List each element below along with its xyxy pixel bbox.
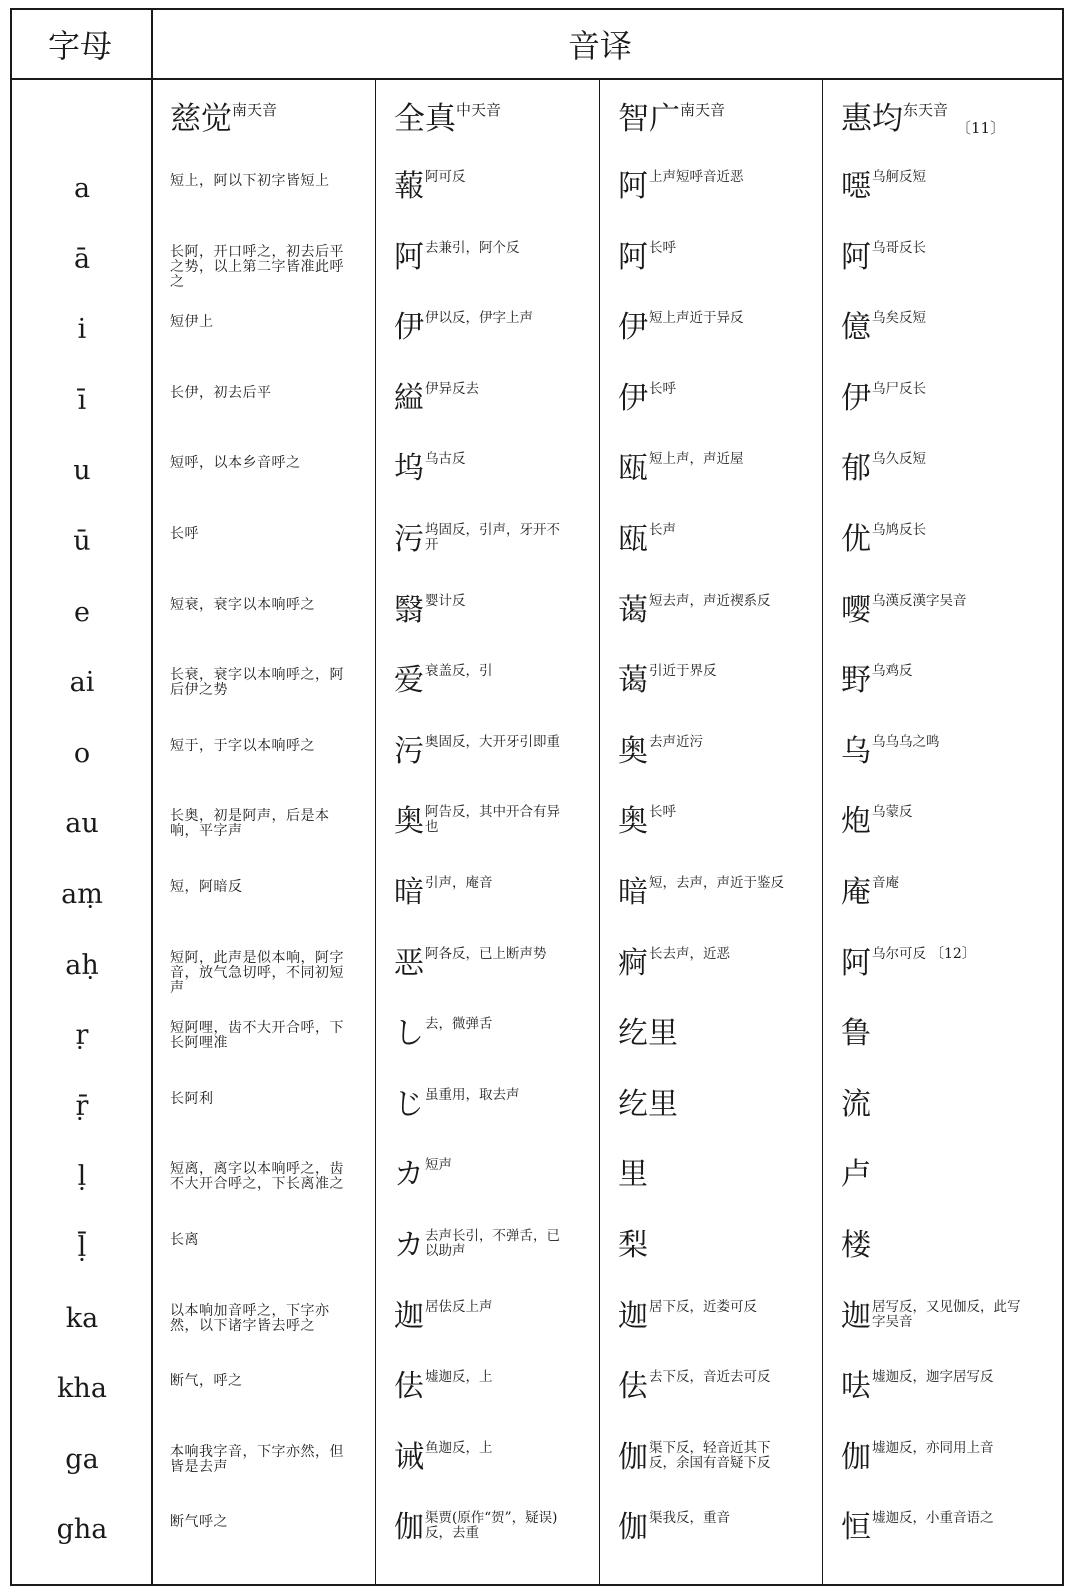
sanskrit-letter: aḥ	[65, 949, 99, 981]
translator-sup: 南天音	[232, 101, 278, 119]
translator-head	[170, 102, 277, 136]
translator-note: 短离，离字以本响呼之，齿不大开合呼之，下长离准之	[170, 1161, 344, 1193]
sanskrit-letter: u	[73, 455, 91, 487]
transliteration-char: 郁	[841, 451, 871, 487]
transliteration-char: カ	[394, 1228, 424, 1263]
transliteration-cell	[618, 241, 818, 275]
transliteration-char: 奥	[618, 804, 648, 840]
transliteration-cell	[841, 241, 1041, 275]
transliteration-gloss: 引近于界反	[649, 663, 717, 680]
transliteration-char: 縊	[394, 380, 424, 416]
transliteration-char: 迦	[841, 1298, 871, 1334]
transliteration-char: 暗	[618, 875, 648, 910]
table-frame	[10, 8, 1064, 1586]
transliteration-cell	[394, 594, 594, 628]
transliteration-gloss: 伊以反，伊字上声	[425, 310, 533, 327]
transliteration-cell	[394, 241, 594, 275]
transliteration-gloss: 阿各反，已上断声势	[425, 945, 547, 962]
transliteration-cell	[841, 1229, 1041, 1263]
transliteration-gloss: 去，微弹舌	[425, 1016, 493, 1033]
transliteration-cell	[394, 382, 594, 416]
transliteration-gloss: 上声短呼音近恶	[649, 169, 744, 185]
transliteration-char: じ	[394, 1086, 424, 1122]
transliteration-cell	[618, 523, 818, 557]
transliteration-gloss: 乌蒙反	[872, 804, 913, 821]
transliteration-gloss: 去声长引，不弹舌，已以助声	[425, 1228, 560, 1259]
transliteration-cell	[394, 664, 594, 698]
transliteration-gloss: 阿告反，其中开合有异也	[425, 804, 560, 836]
translator-note: 短上，阿以下初字皆短上	[170, 173, 330, 189]
transliteration-cell	[841, 947, 1041, 981]
transliteration-gloss: 奥固反，大开牙引即重	[425, 733, 560, 750]
transliteration-cell	[841, 1300, 1041, 1334]
transliteration-gloss: 渠我反，重音	[649, 1510, 730, 1527]
transliteration-char: 鲁	[841, 1016, 871, 1052]
transliteration-char: 乌	[841, 733, 871, 769]
transliteration-cell	[394, 311, 594, 345]
transliteration-gloss: 长呼	[649, 804, 676, 821]
transliteration-cell	[841, 1511, 1041, 1545]
transliteration-cell	[841, 1370, 1041, 1404]
translator-note: 长阿，开口呼之，初去后平之势，以上第二字皆准此呼之	[170, 243, 344, 290]
translator-note: 短于，于字以本响呼之	[170, 737, 315, 754]
transliteration-gloss: 短上声近于异反	[649, 310, 744, 327]
transliteration-cell	[841, 735, 1041, 769]
transliteration-char: 梨	[618, 1228, 648, 1263]
transliteration-gloss: 阿可反	[425, 169, 466, 185]
transliteration-char: 流	[841, 1086, 871, 1122]
transliteration-cell	[618, 1441, 818, 1475]
footnote-ref: 〔12〕	[930, 945, 976, 962]
transliteration-gloss: 乌舸反短	[872, 169, 926, 185]
transliteration-gloss: 乌尸反长	[872, 380, 926, 397]
sanskrit-letter: ṛ	[75, 1020, 89, 1052]
transliteration-cell	[394, 1017, 594, 1051]
transliteration-gloss: 音庵	[872, 875, 899, 891]
header-transliteration: 音译	[568, 27, 633, 65]
translator-head	[394, 102, 501, 136]
transliteration-char: 伊	[841, 380, 871, 416]
transliteration-char: 卢	[841, 1157, 871, 1193]
transliteration-gloss: 去声近污	[649, 733, 703, 750]
sanskrit-letter: a	[73, 173, 91, 204]
transliteration-char: 伊	[618, 310, 648, 346]
translator-note: 短阿，此声是似本响，阿字音，放气急切呼，不同初短声	[170, 949, 344, 996]
transliteration-char: カ	[394, 1157, 424, 1193]
transliteration-gloss: 渠下反，轻音近其下反，余国有音疑下反	[649, 1439, 771, 1471]
transliteration-cell	[841, 876, 1041, 910]
transliteration-char: 野	[841, 663, 871, 699]
sanskrit-letter: ī	[77, 384, 87, 416]
translator-note: 长呼	[170, 526, 199, 542]
transliteration-char: 纥里	[618, 1016, 678, 1052]
column-divider	[599, 78, 600, 1586]
transliteration-cell	[618, 1229, 818, 1263]
transliteration-char: 炮	[841, 804, 871, 840]
transliteration-cell	[394, 1088, 594, 1122]
transliteration-char: 伽	[841, 1439, 871, 1475]
transliteration-char: 伊	[618, 380, 648, 416]
translator-note: 短呼，以本乡音呼之	[170, 455, 301, 472]
sanskrit-letter: i	[77, 314, 87, 346]
transliteration-cell	[618, 735, 818, 769]
translator-note: 长奥，初是阿声，后是本响，平字声	[170, 808, 330, 840]
transliteration-char: 奥	[618, 733, 648, 769]
transliteration-char: 迦	[394, 1298, 424, 1334]
transliteration-cell	[394, 1441, 594, 1475]
transliteration-char: 优	[841, 522, 871, 557]
transliteration-gloss: 乌漢反漢字吴音	[872, 592, 967, 609]
transliteration-cell	[618, 876, 818, 910]
transliteration-cell	[841, 594, 1041, 628]
transliteration-cell	[841, 382, 1041, 416]
transliteration-char: 阿	[618, 169, 648, 204]
transliteration-cell	[394, 876, 594, 910]
transliteration-char: 恶	[394, 945, 424, 981]
transliteration-gloss: 短声	[425, 1157, 452, 1174]
transliteration-gloss: 长呼	[649, 380, 676, 397]
transliteration-cell	[618, 170, 818, 204]
transliteration-cell	[394, 1229, 594, 1263]
transliteration-gloss: 坞固反，引声，牙开不开	[425, 522, 560, 553]
transliteration-gloss: 乌久反短	[872, 451, 926, 468]
transliteration-cell	[394, 1300, 594, 1334]
transliteration-cell	[618, 805, 818, 839]
transliteration-gloss: 居下反，近娄可反	[649, 1298, 757, 1315]
transliteration-cell	[841, 170, 1041, 204]
transliteration-gloss: 短去声，声近禊系反	[649, 592, 771, 609]
transliteration-gloss: 鱼迦反，上	[425, 1439, 493, 1456]
transliteration-char: 诫	[394, 1439, 424, 1475]
transliteration-char: 里	[618, 1157, 648, 1193]
transliteration-char: 阿	[618, 239, 648, 275]
sanskrit-letter: aṃ	[61, 879, 103, 910]
transliteration-gloss: 婴计反	[425, 592, 466, 609]
transliteration-gloss: 渠贾(原作“贺”，疑误)反，去重	[425, 1510, 558, 1542]
sanskrit-letter: ū	[73, 526, 91, 557]
sanskrit-letter: o	[73, 737, 91, 769]
transliteration-char: 佉	[618, 1369, 648, 1405]
translator-sup: 南天音	[680, 101, 726, 119]
translator-name: 惠均	[841, 101, 903, 137]
transliteration-cell	[841, 805, 1041, 839]
transliteration-char: 阿	[394, 239, 424, 275]
transliteration-char: 嘤	[841, 592, 871, 628]
footnote-ref: 〔11〕	[956, 119, 1006, 137]
transliteration-cell	[618, 382, 818, 416]
translator-note: 短，阿暗反	[170, 879, 243, 895]
translator-note: 本响我字音，下字亦然，但皆是去声	[170, 1443, 344, 1475]
translator-note: 短阿哩，齿不大开合呼，下长阿哩准	[170, 1020, 344, 1052]
transliteration-char: 纥里	[618, 1086, 678, 1122]
transliteration-cell	[394, 735, 594, 769]
transliteration-gloss: 伊异反去	[425, 380, 479, 397]
transliteration-gloss: 乌哥反长	[872, 239, 926, 256]
transliteration-cell	[394, 523, 594, 557]
transliteration-char: 污	[394, 733, 424, 769]
transliteration-gloss: 衰盖反，引	[425, 663, 493, 680]
transliteration-char: 蕔	[394, 169, 424, 204]
translator-sup: 东天音	[903, 101, 949, 119]
transliteration-cell	[841, 1017, 1041, 1051]
transliteration-gloss: 乌鸠反长	[872, 522, 926, 538]
transliteration-char: 蔼	[618, 592, 648, 628]
transliteration-char: 爱	[394, 663, 424, 699]
transliteration-cell	[841, 452, 1041, 486]
transliteration-cell	[841, 523, 1041, 557]
transliteration-gloss: 乌尔可反	[872, 945, 926, 962]
sanskrit-letter: kha	[57, 1373, 107, 1405]
transliteration-char: 瓯	[618, 451, 648, 487]
translator-note: 短伊上	[170, 314, 214, 331]
transliteration-char: 佉	[394, 1369, 424, 1405]
translator-note: 短衰，衰字以本响呼之	[170, 596, 315, 613]
transliteration-gloss: 乌鸡反	[872, 663, 913, 680]
transliteration-char: 阿	[841, 239, 871, 275]
transliteration-gloss: 居佉反上声	[425, 1298, 493, 1315]
sanskrit-letter: ga	[65, 1443, 99, 1475]
translator-note: 以本响加音呼之，下字亦然，以下诸字皆去呼之	[170, 1302, 330, 1334]
transliteration-char: 痾	[618, 945, 648, 981]
transliteration-char: 億	[841, 310, 871, 346]
transliteration-gloss: 墟迦反，上	[425, 1369, 493, 1386]
transliteration-char: 蔼	[618, 663, 648, 699]
header-divider	[12, 78, 1062, 80]
transliteration-gloss: 去下反，音近去可反	[649, 1369, 771, 1386]
transliteration-gloss: 墟迦反，小重音语之	[872, 1510, 994, 1527]
transliteration-cell	[618, 947, 818, 981]
transliteration-cell	[394, 805, 594, 839]
transliteration-cell	[618, 1511, 818, 1545]
transliteration-char: 污	[394, 522, 424, 557]
transliteration-cell	[618, 1300, 818, 1334]
sanskrit-letter: ka	[65, 1302, 99, 1334]
transliteration-char: 暗	[394, 875, 424, 910]
sanskrit-letter: ṝ	[75, 1090, 89, 1122]
transliteration-gloss: 墟迦反，迦字居写反	[872, 1369, 994, 1386]
transliteration-char: 奥	[394, 804, 424, 840]
transliteration-gloss: 长去声，近恶	[649, 945, 730, 962]
transliteration-char: し	[394, 1016, 424, 1052]
header-letter: 字母	[48, 27, 113, 65]
transliteration-char: 噁	[841, 169, 871, 204]
transliteration-char: 坞	[394, 451, 424, 487]
transliteration-cell	[841, 1441, 1041, 1475]
transliteration-cell	[394, 170, 594, 204]
transliteration-gloss: 乌古反	[425, 451, 466, 468]
transliteration-gloss: 墟迦反，亦同用上音	[872, 1439, 994, 1456]
transliteration-cell	[394, 1370, 594, 1404]
sanskrit-letter: gha	[56, 1514, 108, 1546]
transliteration-char: 瓯	[618, 522, 648, 557]
transliteration-char: 翳	[394, 592, 424, 628]
transliteration-cell	[394, 452, 594, 486]
transliteration-cell	[841, 664, 1041, 698]
sanskrit-letter: ḷ	[77, 1161, 87, 1193]
translator-note: 断气，呼之	[170, 1373, 243, 1390]
translator-note: 断气呼之	[170, 1514, 228, 1531]
transliteration-gloss: 乌乌乌之鸣	[872, 733, 940, 750]
transliteration-char: 伊	[394, 310, 424, 346]
translator-name: 慈觉	[170, 101, 232, 137]
transliteration-char: 阿	[841, 945, 871, 981]
translator-note: 长衰，衰字以本响呼之，阿后伊之势	[170, 667, 344, 699]
transliteration-char: 迦	[618, 1298, 648, 1334]
transliteration-cell	[618, 452, 818, 486]
sanskrit-letter: ḹ	[77, 1232, 87, 1263]
translator-sup: 中天音	[456, 101, 502, 119]
transliteration-char: 庵	[841, 875, 871, 910]
transliteration-cell	[618, 594, 818, 628]
translator-note: 长阿利	[170, 1090, 214, 1107]
transliteration-cell	[394, 947, 594, 981]
sanskrit-letter: ā	[73, 243, 91, 275]
translator-note: 长伊，初去后平	[170, 384, 272, 401]
column-divider	[375, 78, 376, 1586]
transliteration-cell	[618, 1370, 818, 1404]
transliteration-cell	[841, 1158, 1041, 1192]
transliteration-char: 呿	[841, 1369, 871, 1405]
transliteration-gloss: 居写反，又见伽反，此写字吴音	[872, 1298, 1021, 1330]
sanskrit-letter: au	[65, 808, 99, 840]
transliteration-cell	[394, 1158, 594, 1192]
transliteration-cell	[394, 1511, 594, 1545]
transliteration-cell	[618, 1088, 818, 1122]
transliteration-cell	[618, 1017, 818, 1051]
transliteration-cell	[618, 1158, 818, 1192]
translator-note: 长离	[170, 1232, 199, 1248]
translator-name: 智广	[618, 101, 680, 137]
transliteration-cell	[841, 311, 1041, 345]
transliteration-gloss: 长呼	[649, 239, 676, 256]
transliteration-cell	[618, 664, 818, 698]
transliteration-cell	[618, 311, 818, 345]
transliteration-gloss: 乌矣反短	[872, 310, 926, 327]
translator-name: 全真	[394, 101, 456, 137]
transliteration-char: 伽	[394, 1510, 424, 1546]
transliteration-gloss: 去兼引，阿个反	[425, 239, 520, 256]
sanskrit-letter: e	[74, 596, 90, 628]
translator-head	[618, 102, 725, 136]
transliteration-gloss: 引声，庵音	[425, 875, 493, 891]
transliteration-char: 伽	[618, 1439, 648, 1475]
transliteration-char: 恒	[841, 1510, 871, 1546]
transliteration-gloss: 虽重用，取去声	[425, 1086, 520, 1103]
transliteration-gloss: 长声	[649, 522, 676, 538]
translator-head	[841, 102, 1005, 136]
transliteration-gloss: 短，去声，声近于鉴反	[649, 875, 784, 891]
column-divider	[822, 78, 823, 1586]
sanskrit-letter: ai	[69, 667, 95, 699]
transliteration-gloss: 短上声，声近屋	[649, 451, 744, 468]
transliteration-char: 伽	[618, 1510, 648, 1546]
transliteration-char: 楼	[841, 1228, 871, 1263]
transliteration-cell	[841, 1088, 1041, 1122]
